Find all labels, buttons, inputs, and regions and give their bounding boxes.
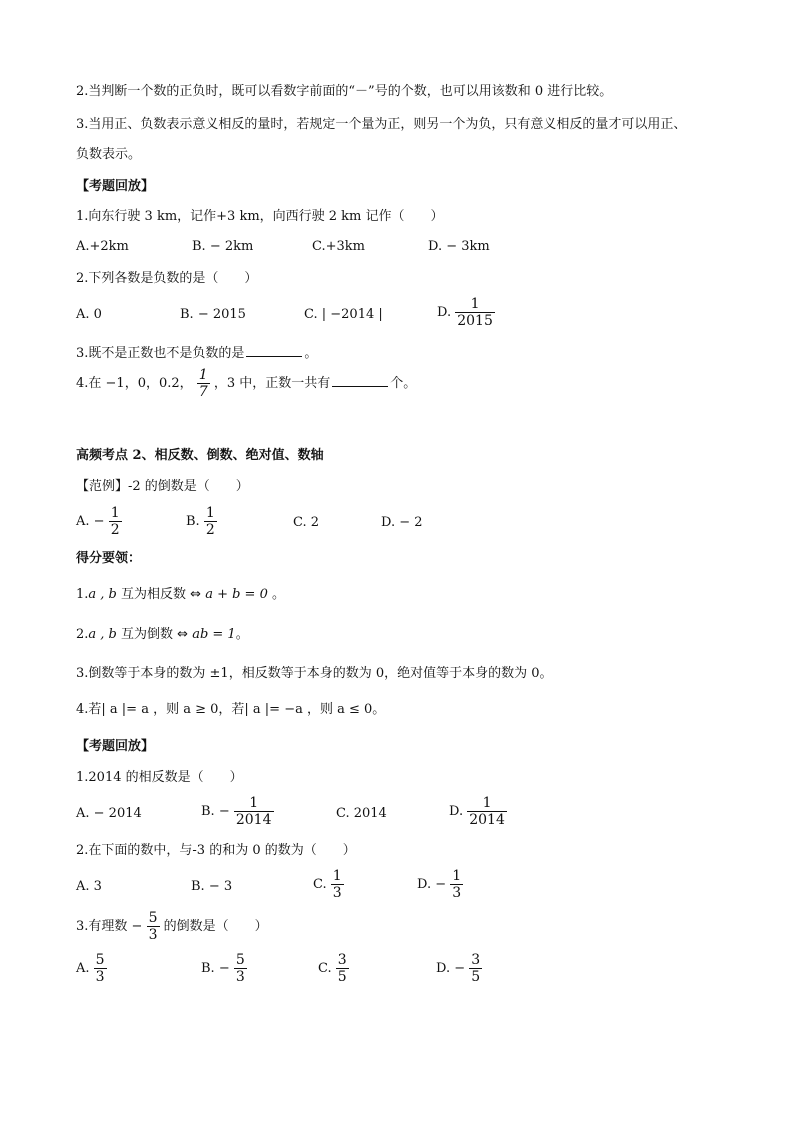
option-b: B. − 3 bbox=[191, 879, 233, 894]
option-a: A. − 2014 bbox=[76, 806, 142, 821]
denominator: 2015 bbox=[457, 313, 493, 329]
answer-blank[interactable] bbox=[246, 342, 302, 357]
numerator: 1 bbox=[198, 367, 208, 383]
tip-4: 4.若| a |= a ，则 a ≥ 0，若| a |= −a ，则 a ≤ 0。 bbox=[76, 702, 386, 717]
denominator: 5 bbox=[471, 969, 481, 985]
denominator: 3 bbox=[148, 927, 158, 943]
denominator: 2014 bbox=[469, 812, 505, 828]
option-d bbox=[436, 952, 482, 985]
numerator: 1 bbox=[470, 296, 480, 312]
tip-prefix: 1. bbox=[76, 587, 89, 602]
tip-prefix: 2. bbox=[76, 627, 89, 642]
option-c: C. | −2014 | bbox=[304, 307, 383, 322]
denominator: 2 bbox=[110, 522, 120, 538]
question-text: 2.在下面的数中，与-3 的和为 0 的数为（ ） bbox=[76, 843, 356, 858]
numerator: 1 bbox=[110, 505, 120, 521]
fraction bbox=[331, 868, 344, 901]
option-c: C. 2014 bbox=[336, 806, 387, 821]
numerator: 1 bbox=[205, 505, 215, 521]
option-a bbox=[76, 505, 122, 538]
fill-question bbox=[76, 342, 317, 364]
option-a bbox=[76, 952, 107, 985]
option-c: C.+3km bbox=[312, 239, 365, 254]
fraction bbox=[109, 505, 122, 538]
denominator: 3 bbox=[332, 885, 342, 901]
tip-3: 3.倒数等于本身的数为 ±1，相反数等于本身的数为 0，绝对值等于本身的数为 0。 bbox=[76, 666, 553, 681]
option-d bbox=[449, 795, 507, 828]
denominator: 7 bbox=[198, 384, 208, 400]
question-text: 1.向东行驶 3 km，记作+3 km，向西行驶 2 km 记作（ ） bbox=[76, 209, 444, 224]
intro-point-2: 2.当判断一个数的正负时，既可以看数字前面的“－”号的个数，也可以用该数和 0 进行比较。 bbox=[76, 84, 613, 99]
option-prefix: A. bbox=[76, 961, 90, 976]
numerator: 1 bbox=[332, 868, 342, 884]
numerator: 5 bbox=[235, 952, 245, 968]
option-b: B. − 2015 bbox=[180, 307, 246, 322]
option-a: A. 0 bbox=[76, 307, 102, 322]
option-d bbox=[437, 296, 495, 329]
fraction bbox=[234, 795, 274, 828]
question-prefix: 4.在 −1，0，0.2， bbox=[76, 376, 193, 391]
fraction bbox=[197, 367, 210, 400]
tip-end: 。 bbox=[235, 627, 249, 642]
tip-equation: a + b = 0 bbox=[201, 587, 268, 602]
numerator: 5 bbox=[95, 952, 105, 968]
question-suffix: 的倒数是（ ） bbox=[163, 919, 268, 934]
question-text: 2.下列各数是负数的是（ ） bbox=[76, 271, 258, 286]
option-d: D. − 3km bbox=[428, 239, 490, 254]
option-prefix: B. bbox=[186, 514, 200, 529]
fraction bbox=[450, 868, 463, 901]
option-c bbox=[313, 868, 344, 901]
tip-text: 互为倒数 bbox=[116, 627, 178, 642]
tip-vars: a , b bbox=[88, 627, 117, 642]
option-a: A.+2km bbox=[76, 239, 129, 254]
numerator: 1 bbox=[452, 868, 462, 884]
denominator: 2 bbox=[205, 522, 215, 538]
intro-point-3-line-1: 3.当用正、负数表示意义相反的量时，若规定一个量为正，则另一个为负，只有意义相反的量才可以用正、 bbox=[76, 117, 687, 132]
option-c bbox=[318, 952, 349, 985]
numerator: 1 bbox=[249, 795, 259, 811]
review-heading: 【考题回放】 bbox=[76, 739, 155, 754]
section-title: 高频考点 2、相反数、倒数、绝对值、数轴 bbox=[76, 448, 324, 463]
denominator: 3 bbox=[95, 969, 105, 985]
tips-heading: 得分要领： bbox=[76, 551, 142, 566]
numerator: 3 bbox=[337, 952, 347, 968]
fraction bbox=[467, 795, 507, 828]
iff-symbol: ⇔ bbox=[177, 627, 189, 642]
option-prefix: B. − bbox=[201, 804, 230, 819]
denominator: 3 bbox=[235, 969, 245, 985]
fraction bbox=[204, 505, 217, 538]
option-b bbox=[186, 505, 217, 538]
denominator: 5 bbox=[337, 969, 347, 985]
iff-symbol: ⇔ bbox=[190, 587, 202, 602]
option-prefix: D. − bbox=[417, 877, 447, 892]
tip-1 bbox=[76, 585, 285, 605]
question-end: 。 bbox=[304, 346, 318, 361]
tip-equation: ab = 1 bbox=[188, 627, 236, 642]
answer-blank[interactable] bbox=[332, 372, 388, 387]
option-prefix: B. − bbox=[201, 961, 230, 976]
fraction bbox=[336, 952, 349, 985]
tip-2 bbox=[76, 625, 249, 645]
tip-end: 。 bbox=[267, 587, 285, 602]
option-prefix: C. bbox=[318, 961, 332, 976]
numerator: 5 bbox=[148, 910, 158, 926]
question-suffix: ，3 中，正数一共有 bbox=[213, 376, 331, 391]
fraction bbox=[147, 910, 160, 943]
tip-text: 互为相反数 bbox=[116, 587, 191, 602]
question-text: 3.既不是正数也不是负数的是 bbox=[76, 346, 245, 361]
option-prefix: D. bbox=[437, 305, 452, 320]
option-prefix: C. bbox=[313, 877, 327, 892]
option-a: A. 3 bbox=[76, 879, 102, 894]
question-prefix: 3.有理数 − bbox=[76, 919, 143, 934]
option-prefix: D. bbox=[449, 804, 464, 819]
fraction bbox=[94, 952, 107, 985]
question-text: 1.2014 的相反数是（ ） bbox=[76, 770, 243, 785]
fill-question bbox=[76, 367, 416, 400]
example-text: 【范例】-2 的倒数是（ ） bbox=[76, 479, 249, 494]
intro-point-3-line-2: 负数表示。 bbox=[76, 147, 142, 162]
fraction bbox=[234, 952, 247, 985]
fraction bbox=[455, 296, 495, 329]
option-prefix: A. − bbox=[76, 514, 105, 529]
fraction bbox=[469, 952, 482, 985]
option-d bbox=[417, 868, 463, 901]
option-b: B. − 2km bbox=[192, 239, 254, 254]
option-prefix: D. − bbox=[436, 961, 466, 976]
question-end: 个。 bbox=[390, 376, 417, 391]
review-heading: 【考题回放】 bbox=[76, 179, 155, 194]
question-line bbox=[76, 910, 268, 943]
denominator: 2014 bbox=[235, 812, 272, 828]
option-d: D. − 2 bbox=[381, 515, 423, 530]
option-b bbox=[201, 795, 274, 828]
option-c: C. 2 bbox=[293, 515, 320, 530]
denominator: 3 bbox=[452, 885, 462, 901]
tip-vars: a , b bbox=[88, 587, 117, 602]
numerator: 3 bbox=[471, 952, 481, 968]
option-b bbox=[201, 952, 247, 985]
numerator: 1 bbox=[482, 795, 492, 811]
